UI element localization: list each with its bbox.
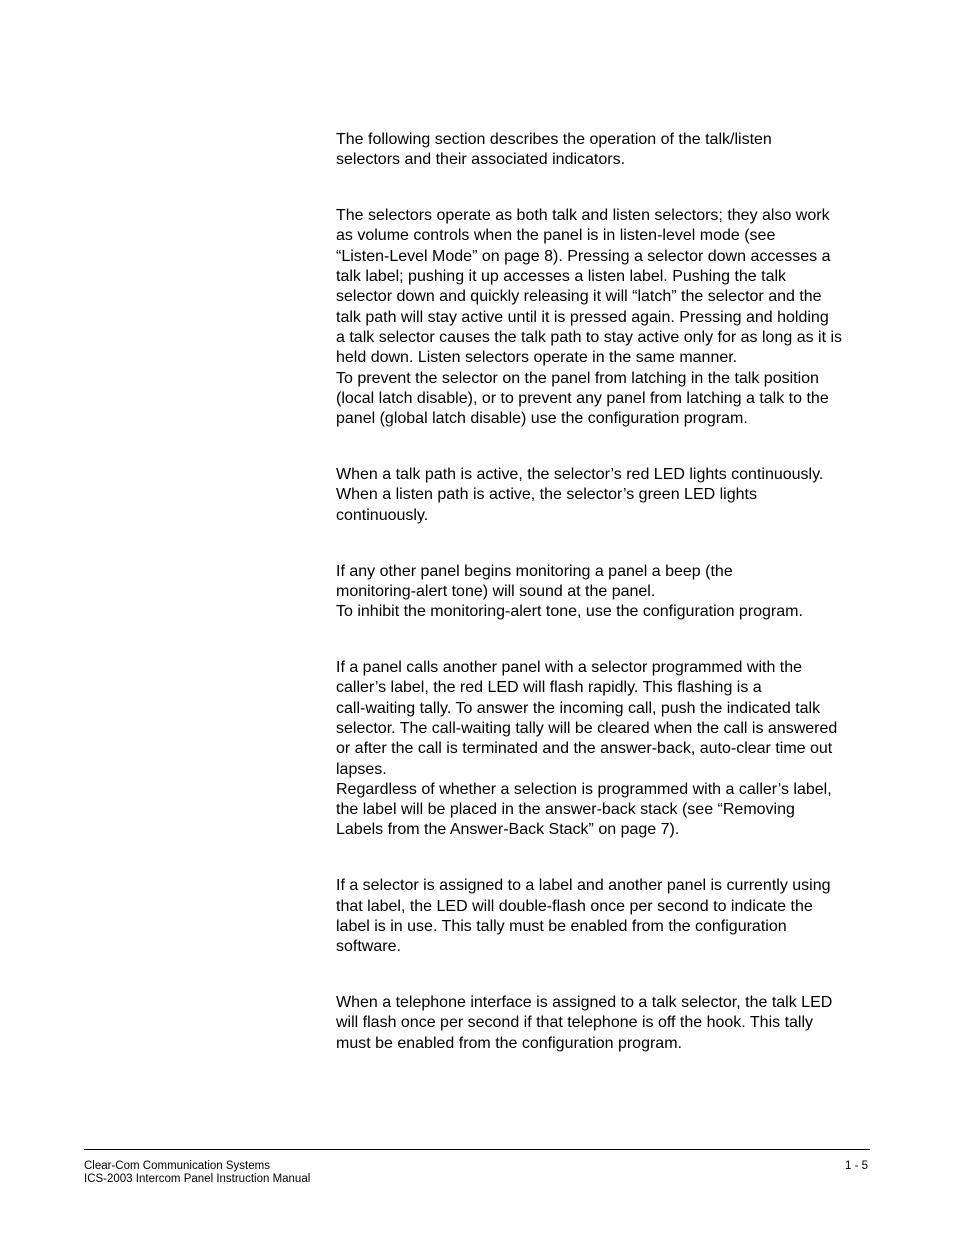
- paragraph-monitoring-alert: If any other panel begins monitoring a panel a beep (the monitoring-alert tone) will sound at the panel. To inhibit the monitoring-alert tone, use the configuration program.: [336, 562, 803, 621]
- paragraph-selectors: The selectors operate as both talk and listen selectors; they also work as volume controls when the panel is in listen-level mode (see “Listen-Level Mode” on page 8). Pressing a selector down accesses a talk label; pushing it up accesses a listen label. Pushing the talk selector down and quickly releasing it will “latch” the selector and the talk path will stay active until it is pressed again. Pressing and holding a talk selector causes the talk path to stay active only for as long as it is held down. Listen selectors operate in the same manner. To prevent the selector on the panel from latching in the talk position (local latch disable), or to prevent any panel from latching a talk to the panel (global latch disable) use the configuration program.: [336, 207, 843, 428]
- body-text: [336, 130, 870, 1054]
- page-number: 1 - 5: [844, 1160, 868, 1172]
- paragraph-call-waiting: If a panel calls another panel with a selector programmed with the caller’s label, the red LED will flash rapidly. This flashing is a call-waiting tally. To answer the incoming call, push the indicated talk selector. The call-waiting tally will be cleared when the call is answered or after the call is terminated and the answer-back, auto-clear time out lapses. Regardless of whether a selection is programmed with a caller’s label, the label will be placed in the answer-back stack (see “Removing Labels from the Answer-Back Stack” on page 7).: [336, 659, 838, 839]
- footer-company: Clear-Com Communication Systems: [84, 1160, 270, 1172]
- paragraph-led-indicators: When a talk path is active, the selector’s red LED lights continuously. When a listen path is active, the selector’s green LED lights continuously.: [336, 466, 824, 524]
- footer-divider: [84, 1149, 870, 1150]
- paragraph-label-in-use: If a selector is assigned to a label and another panel is currently using that label, the LED will double-flash once per second to indicate the label is in use. This tally must be enabled from the configuration software.: [336, 877, 831, 956]
- footer-manual-title: ICS-2003 Intercom Panel Instruction Manual: [84, 1173, 311, 1185]
- paragraph-telephone: When a telephone interface is assigned to a talk selector, the talk LED will flash once per second if that telephone is off the hook. This tally must be enabled from the configuration program.: [336, 994, 833, 1052]
- paragraph-intro: The following section describes the operation of the talk/listen selectors and their associated indicators.: [336, 131, 772, 169]
- footer-left: [84, 1160, 310, 1186]
